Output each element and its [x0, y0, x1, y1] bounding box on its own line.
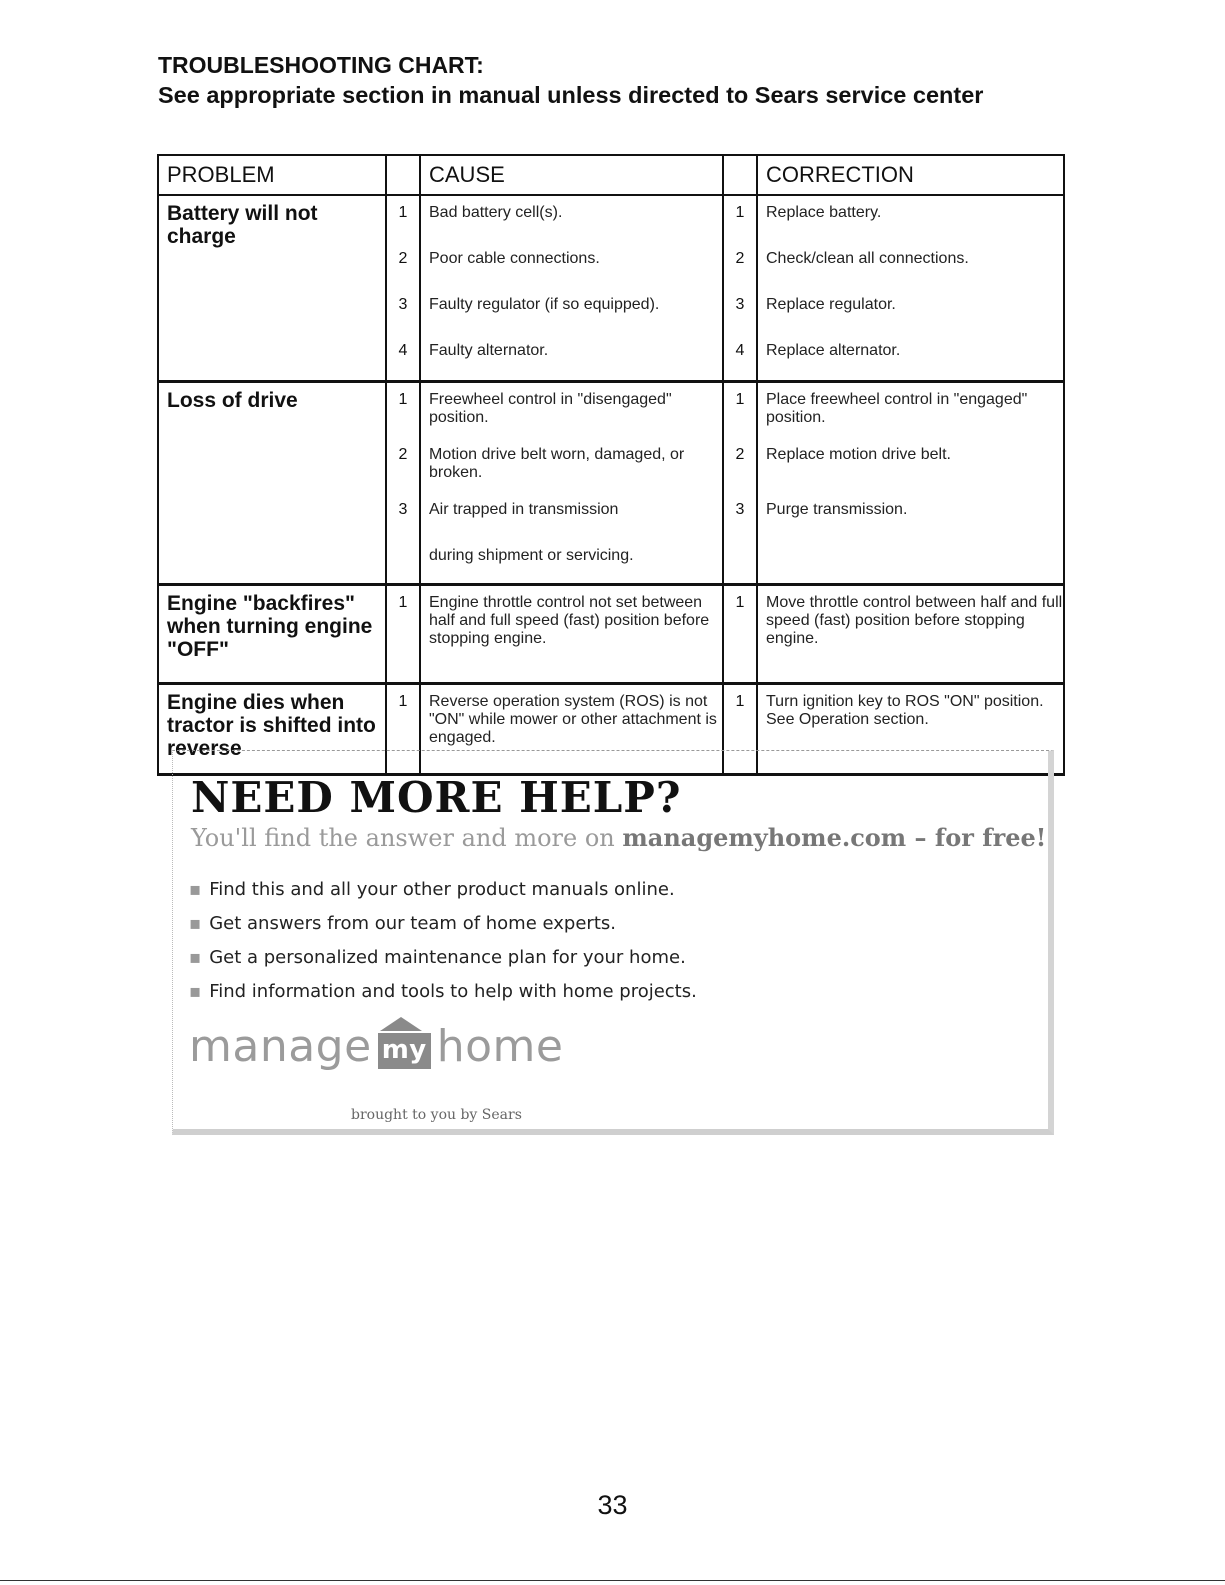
logo-text-mid: my	[381, 1034, 427, 1065]
header-correction-num	[723, 155, 757, 195]
page-number: 33	[597, 1490, 628, 1520]
troubleshooting-table	[157, 154, 1065, 776]
cause-text-entry: Air trapped in transmission	[429, 501, 619, 518]
list-item-text: Get a personalized maintenance plan for your home.	[209, 947, 686, 968]
bullet-icon: ▪	[189, 981, 202, 1002]
problem-cell: Engine "backfires" when turning engine "OFF"	[158, 585, 386, 684]
correction-text-entry: Replace alternator.	[766, 342, 901, 359]
bullet-icon: ▪	[189, 947, 202, 968]
cause-text-entry: Reverse operation system (ROS) is not "ON" while mower or other attachment is engaged.	[429, 693, 717, 746]
managemyhome-logo	[189, 1021, 563, 1072]
logo-house-icon	[378, 1033, 431, 1069]
cause-text-entry: during shipment or servicing.	[429, 547, 634, 564]
chart-title: TROUBLESHOOTING CHART:	[158, 52, 484, 78]
correction-text-cell	[757, 585, 1064, 684]
correction-number-entry: 3	[735, 501, 745, 518]
correction-number-entry: 2	[735, 250, 745, 267]
header-cause: CAUSE	[420, 155, 723, 195]
cause-text-entry: Faulty alternator.	[429, 342, 549, 359]
cause-number-entry	[387, 539, 419, 583]
cause-number-entry: 3	[398, 296, 408, 313]
problem-cell: Battery will not charge	[158, 195, 386, 382]
list-item-text: Find this and all your other product manuals online.	[209, 879, 675, 900]
cause-text-entry: Poor cable connections.	[429, 250, 600, 267]
correction-number-entry: 1	[735, 204, 745, 221]
chart-heading	[158, 50, 983, 110]
correction-text-cell	[757, 382, 1064, 585]
cause-number-cell	[386, 382, 420, 585]
list-item-text: Find information and tools to help with home projects.	[209, 981, 697, 1002]
cause-number-entry: 3	[398, 501, 408, 518]
cause-text-cell	[420, 382, 723, 585]
cause-number-entry: 1	[398, 594, 408, 611]
brought-by-sears: brought to you by Sears	[351, 1107, 522, 1123]
header-cause-num	[386, 155, 420, 195]
correction-text-entry: Replace battery.	[766, 204, 882, 221]
correction-number-entry: 1	[735, 391, 745, 408]
bullet-icon: ▪	[189, 879, 202, 900]
header-problem: PROBLEM	[158, 155, 386, 195]
cause-number-cell	[386, 585, 420, 684]
correction-number-cell	[723, 585, 757, 684]
correction-text-entry: Place freewheel control in "engaged" position.	[766, 391, 1028, 426]
correction-number-entry	[724, 539, 756, 583]
logo-text-left: manage	[189, 1021, 372, 1072]
problem-cell: Engine dies when tractor is shifted into reverse	[158, 684, 386, 775]
cause-number-entry: 1	[398, 204, 408, 221]
correction-text-entry: Replace regulator.	[766, 296, 896, 313]
list-item	[189, 873, 697, 907]
cause-number-entry: 2	[398, 250, 408, 267]
help-subtitle-prefix: You'll find the answer and more on	[191, 824, 623, 852]
correction-text-entry: Purge transmission.	[766, 501, 908, 518]
correction-number-entry: 1	[735, 693, 745, 710]
correction-number-entry: 3	[735, 296, 745, 313]
bullet-icon: ▪	[189, 913, 202, 934]
correction-number-entry: 2	[735, 446, 745, 463]
correction-number-cell	[723, 382, 757, 585]
cause-number-entry: 1	[398, 391, 408, 408]
correction-text-entry	[758, 539, 1063, 583]
correction-number-entry: 4	[735, 342, 745, 359]
cause-number-entry: 2	[398, 446, 408, 463]
cause-number-entry: 4	[398, 342, 408, 359]
bottom-rule	[0, 1580, 1225, 1581]
header-correction: CORRECTION	[757, 155, 1064, 195]
problem-cell: Loss of drive	[158, 382, 386, 585]
help-subtitle	[191, 823, 1046, 852]
correction-number-entry: 1	[735, 594, 745, 611]
cause-text-cell	[420, 195, 723, 382]
list-item	[189, 941, 697, 975]
list-item	[189, 975, 697, 1009]
cause-number-entry: 1	[398, 693, 408, 710]
cause-text-entry: Freewheel control in "disengaged" position.	[429, 391, 672, 426]
need-more-help-box	[172, 750, 1054, 1135]
cause-text-cell	[420, 585, 723, 684]
correction-text-entry: Check/clean all connections.	[766, 250, 969, 267]
correction-text-entry: Replace motion drive belt.	[766, 446, 951, 463]
cause-text-entry: Motion drive belt worn, damaged, or broken.	[429, 446, 685, 481]
logo-text-right: home	[436, 1021, 564, 1072]
table-header-row	[158, 155, 1064, 195]
help-subtitle-suffix: – for free!	[906, 823, 1047, 852]
list-item	[189, 907, 697, 941]
cause-text-entry: Faulty regulator (if so equipped).	[429, 296, 660, 313]
correction-text-entry: Turn ignition key to ROS "ON" position. See Operation section.	[766, 693, 1044, 728]
table-row	[158, 195, 1064, 382]
help-title: NEED MORE HELP?	[191, 773, 682, 822]
correction-number-cell	[723, 195, 757, 382]
table-row	[158, 585, 1064, 684]
chart-subtitle: See appropriate section in manual unless directed to Sears service center	[158, 82, 984, 108]
list-item-text: Get answers from our team of home experts.	[209, 913, 616, 934]
cause-number-cell	[386, 195, 420, 382]
help-list	[189, 873, 697, 1009]
help-site-link[interactable]: managemyhome.com	[622, 823, 907, 852]
cause-text-entry: Bad battery cell(s).	[429, 204, 563, 221]
table-row	[158, 382, 1064, 585]
correction-text-cell	[757, 195, 1064, 382]
cause-text-entry: Engine throttle control not set between half and full speed (fast) position before stopping engine.	[429, 594, 710, 647]
correction-text-entry: Move throttle control between half and full speed (fast) position before stopping engine.	[766, 594, 1063, 647]
